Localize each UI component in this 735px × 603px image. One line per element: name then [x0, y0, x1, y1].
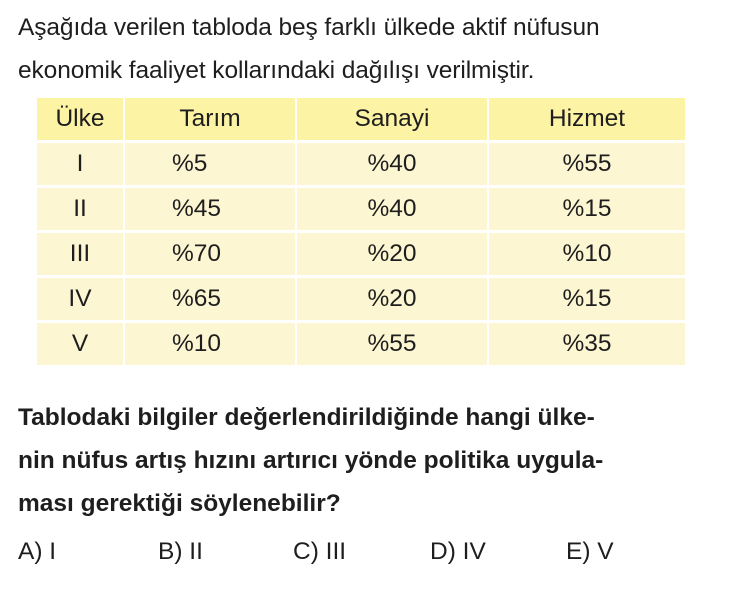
intro-paragraph	[18, 6, 718, 92]
cell-agriculture: %10	[125, 323, 295, 365]
cell-industry: %20	[297, 233, 487, 275]
option-a[interactable]: A) I	[18, 538, 57, 565]
cell-service: %15	[489, 278, 685, 320]
table-row	[37, 143, 685, 185]
question-line-1: Tablodaki bilgiler değerlendirildiğinde hangi ülke-	[18, 404, 595, 431]
cell-service: %15	[489, 188, 685, 230]
question-line-3: ması gerektiği söylenebilir?	[18, 490, 341, 517]
header-industry: Sanayi	[297, 98, 487, 140]
labor-distribution-table	[35, 95, 687, 368]
cell-service: %55	[489, 143, 685, 185]
option-b[interactable]: B) II	[158, 538, 203, 565]
cell-country: III	[37, 233, 123, 275]
header-country: Ülke	[37, 98, 123, 140]
cell-industry: %40	[297, 188, 487, 230]
cell-country: II	[37, 188, 123, 230]
cell-country: I	[37, 143, 123, 185]
cell-agriculture: %5	[125, 143, 295, 185]
table-row	[37, 323, 685, 365]
cell-industry: %20	[297, 278, 487, 320]
header-service: Hizmet	[489, 98, 685, 140]
question-line-2: nin nüfus artış hızını artırıcı yönde politika uygula-	[18, 447, 604, 474]
cell-industry: %40	[297, 143, 487, 185]
cell-industry: %55	[297, 323, 487, 365]
cell-country: V	[37, 323, 123, 365]
intro-line-1: Aşağıda verilen tabloda beş farklı ülkede aktif nüfusun	[18, 14, 600, 41]
table-header-row	[37, 98, 685, 140]
option-e[interactable]: E) V	[566, 538, 614, 565]
option-d[interactable]: D) IV	[430, 538, 486, 565]
table-row	[37, 188, 685, 230]
cell-country: IV	[37, 278, 123, 320]
cell-service: %10	[489, 233, 685, 275]
cell-agriculture: %45	[125, 188, 295, 230]
header-agriculture: Tarım	[125, 98, 295, 140]
intro-line-2: ekonomik faaliyet kollarındaki dağılışı verilmiştir.	[18, 57, 535, 84]
table-row	[37, 233, 685, 275]
answer-options	[18, 538, 718, 578]
question-text	[18, 396, 718, 525]
table-row	[37, 278, 685, 320]
option-c[interactable]: C) III	[293, 538, 347, 565]
cell-agriculture: %65	[125, 278, 295, 320]
cell-service: %35	[489, 323, 685, 365]
cell-agriculture: %70	[125, 233, 295, 275]
